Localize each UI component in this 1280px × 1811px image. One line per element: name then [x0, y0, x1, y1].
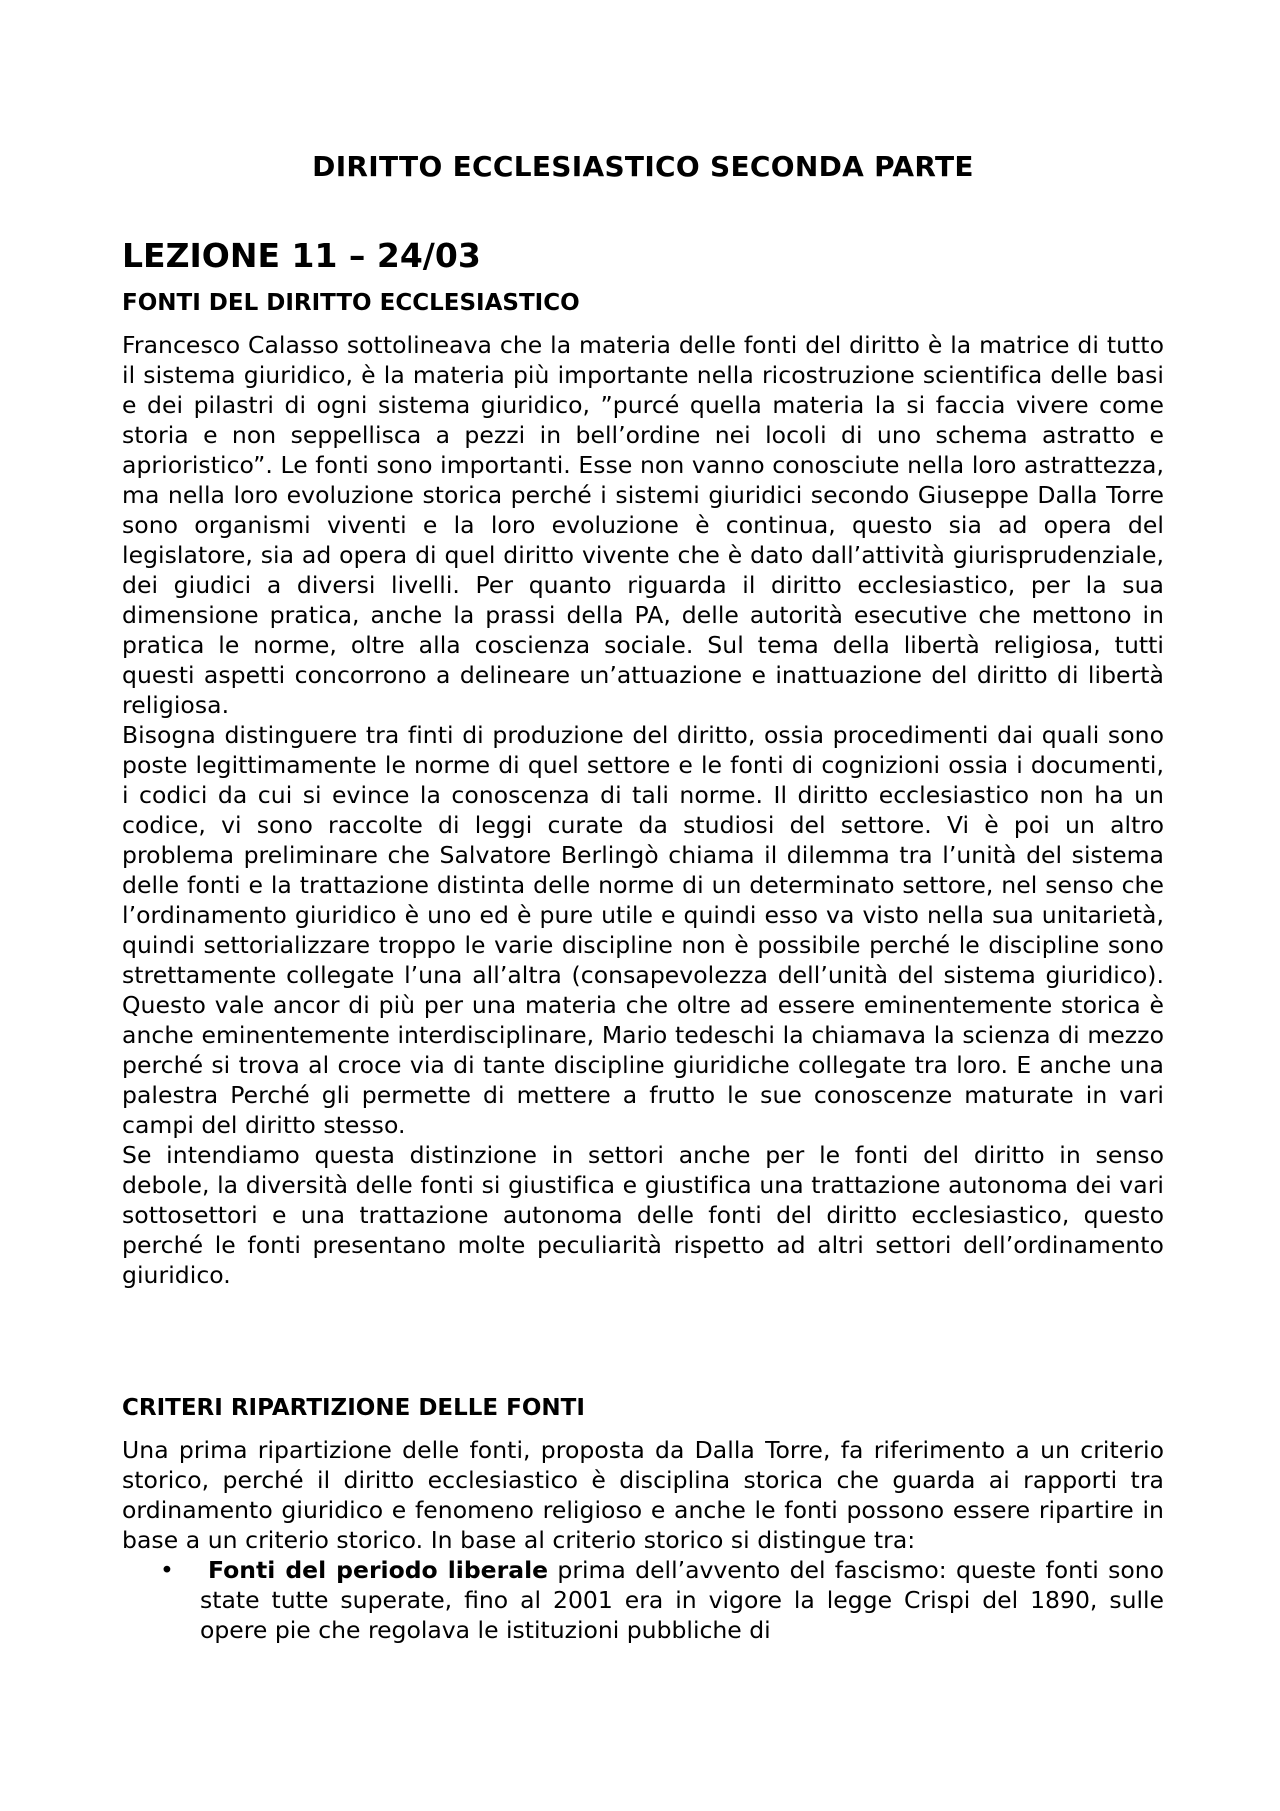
document-title: DIRITTO ECCLESIASTICO SECONDA PARTE	[312, 150, 974, 183]
list-item-term: Fonti del periodo liberale	[208, 1556, 549, 1584]
paragraph: Francesco Calasso sottolineava che la materia delle fonti del diritto è la matrice di tutto il sistema giuridico, è la materia più importante nella ricostruzione scientifica delle basi e dei pilastri di ogni sistema giuridico, ”purcé quella materia la si faccia vivere come storia e non seppellisca a pezzi in bell’ordine nei locoli di uno schema astratto e aprioristico”. Le fonti sono importanti. Esse non vanno conosciute nella loro astrattezza, ma nella loro evoluzione storica perché i sistemi giuridici secondo Giuseppe Dalla Torre sono organismi viventi e la loro evoluzione è continua, questo sia ad opera del legislatore, sia ad opera di quel diritto vivente che è dato dall’attività giurisprudenziale, dei giudici a diversi livelli. Per quanto riguarda il diritto ecclesiastico, per la sua dimensione pratica, anche la prassi della PA, delle autorità esecutive che mettono in pratica le norme, oltre alla coscienza sociale. Sul tema della libertà religiosa, tutti questi aspetti concorrono a delineare un’attuazione e inattuazione del diritto di libertà religiosa.	[122, 331, 1164, 719]
bullet-icon: •	[160, 1556, 174, 1584]
paragraph: Una prima ripartizione delle fonti, proposta da Dalla Torre, fa riferimento a un criterio storico, perché il diritto ecclesiastico è disciplina storica che guarda ai rapporti tra ordinamento giuridico e fenomeno religioso e anche le fonti possono essere ripartire in base a un criterio storico. In base al criterio storico si distingue tra:	[122, 1436, 1164, 1554]
list-item	[122, 1555, 1164, 1645]
list-item-text: prima dell’avvento del fascismo: queste fonti sono state tutte superate, fino al 2001 era in vigore la legge Crispi del 1890, sulle opere pie che regolava le istituzioni pubbliche di	[200, 1556, 1164, 1644]
section-body-criteri	[122, 1435, 1164, 1645]
section-heading-fonti: FONTI DEL DIRITTO ECCLESIASTICO	[122, 290, 580, 316]
section-body-fonti	[122, 330, 1164, 1290]
section-heading-criteri: CRITERI RIPARTIZIONE DELLE FONTI	[122, 1395, 585, 1421]
lesson-heading: LEZIONE 11 – 24/03	[122, 236, 481, 275]
paragraph: Se intendiamo questa distinzione in settori anche per le fonti del diritto in senso debole, la diversità delle fonti si giustifica e giustifica una trattazione autonoma dei vari sottosettori e una trattazione autonoma delle fonti del diritto ecclesiastico, questo perché le fonti presentano molte peculiarità rispetto ad altri settori dell’ordinamento giuridico.	[122, 1141, 1164, 1289]
paragraph: Bisogna distinguere tra finti di produzione del diritto, ossia procedimenti dai quali sono poste legittimamente le norme di quel settore e le fonti di cognizioni ossia i documenti, i codici da cui si evince la conoscenza di tali norme. Il diritto ecclesiastico non ha un codice, vi sono raccolte di leggi curate da studiosi del settore. Vi è poi un altro problema preliminare che Salvatore Berlingò chiama il dilemma tra l’unità del sistema delle fonti e la trattazione distinta delle norme di un determinato settore, nel senso che l’ordinamento giuridico è uno ed è pure utile e quindi esso va visto nella sua unitarietà, quindi settorializzare troppo le varie discipline non è possibile perché le discipline sono strettamente collegate l’una all’altra (consapevolezza dell’unità del sistema giuridico). Questo vale ancor di più per una materia che oltre ad essere eminentemente storica è anche eminentemente interdisciplinare, Mario tedeschi la chiamava la scienza di mezzo perché si trova al croce via di tante discipline giuridiche collegate tra loro. E anche una palestra Perché gli permette di mettere a frutto le sue conoscenze maturate in vari campi del diritto stesso.	[122, 721, 1164, 1139]
bullet-list	[122, 1555, 1164, 1645]
